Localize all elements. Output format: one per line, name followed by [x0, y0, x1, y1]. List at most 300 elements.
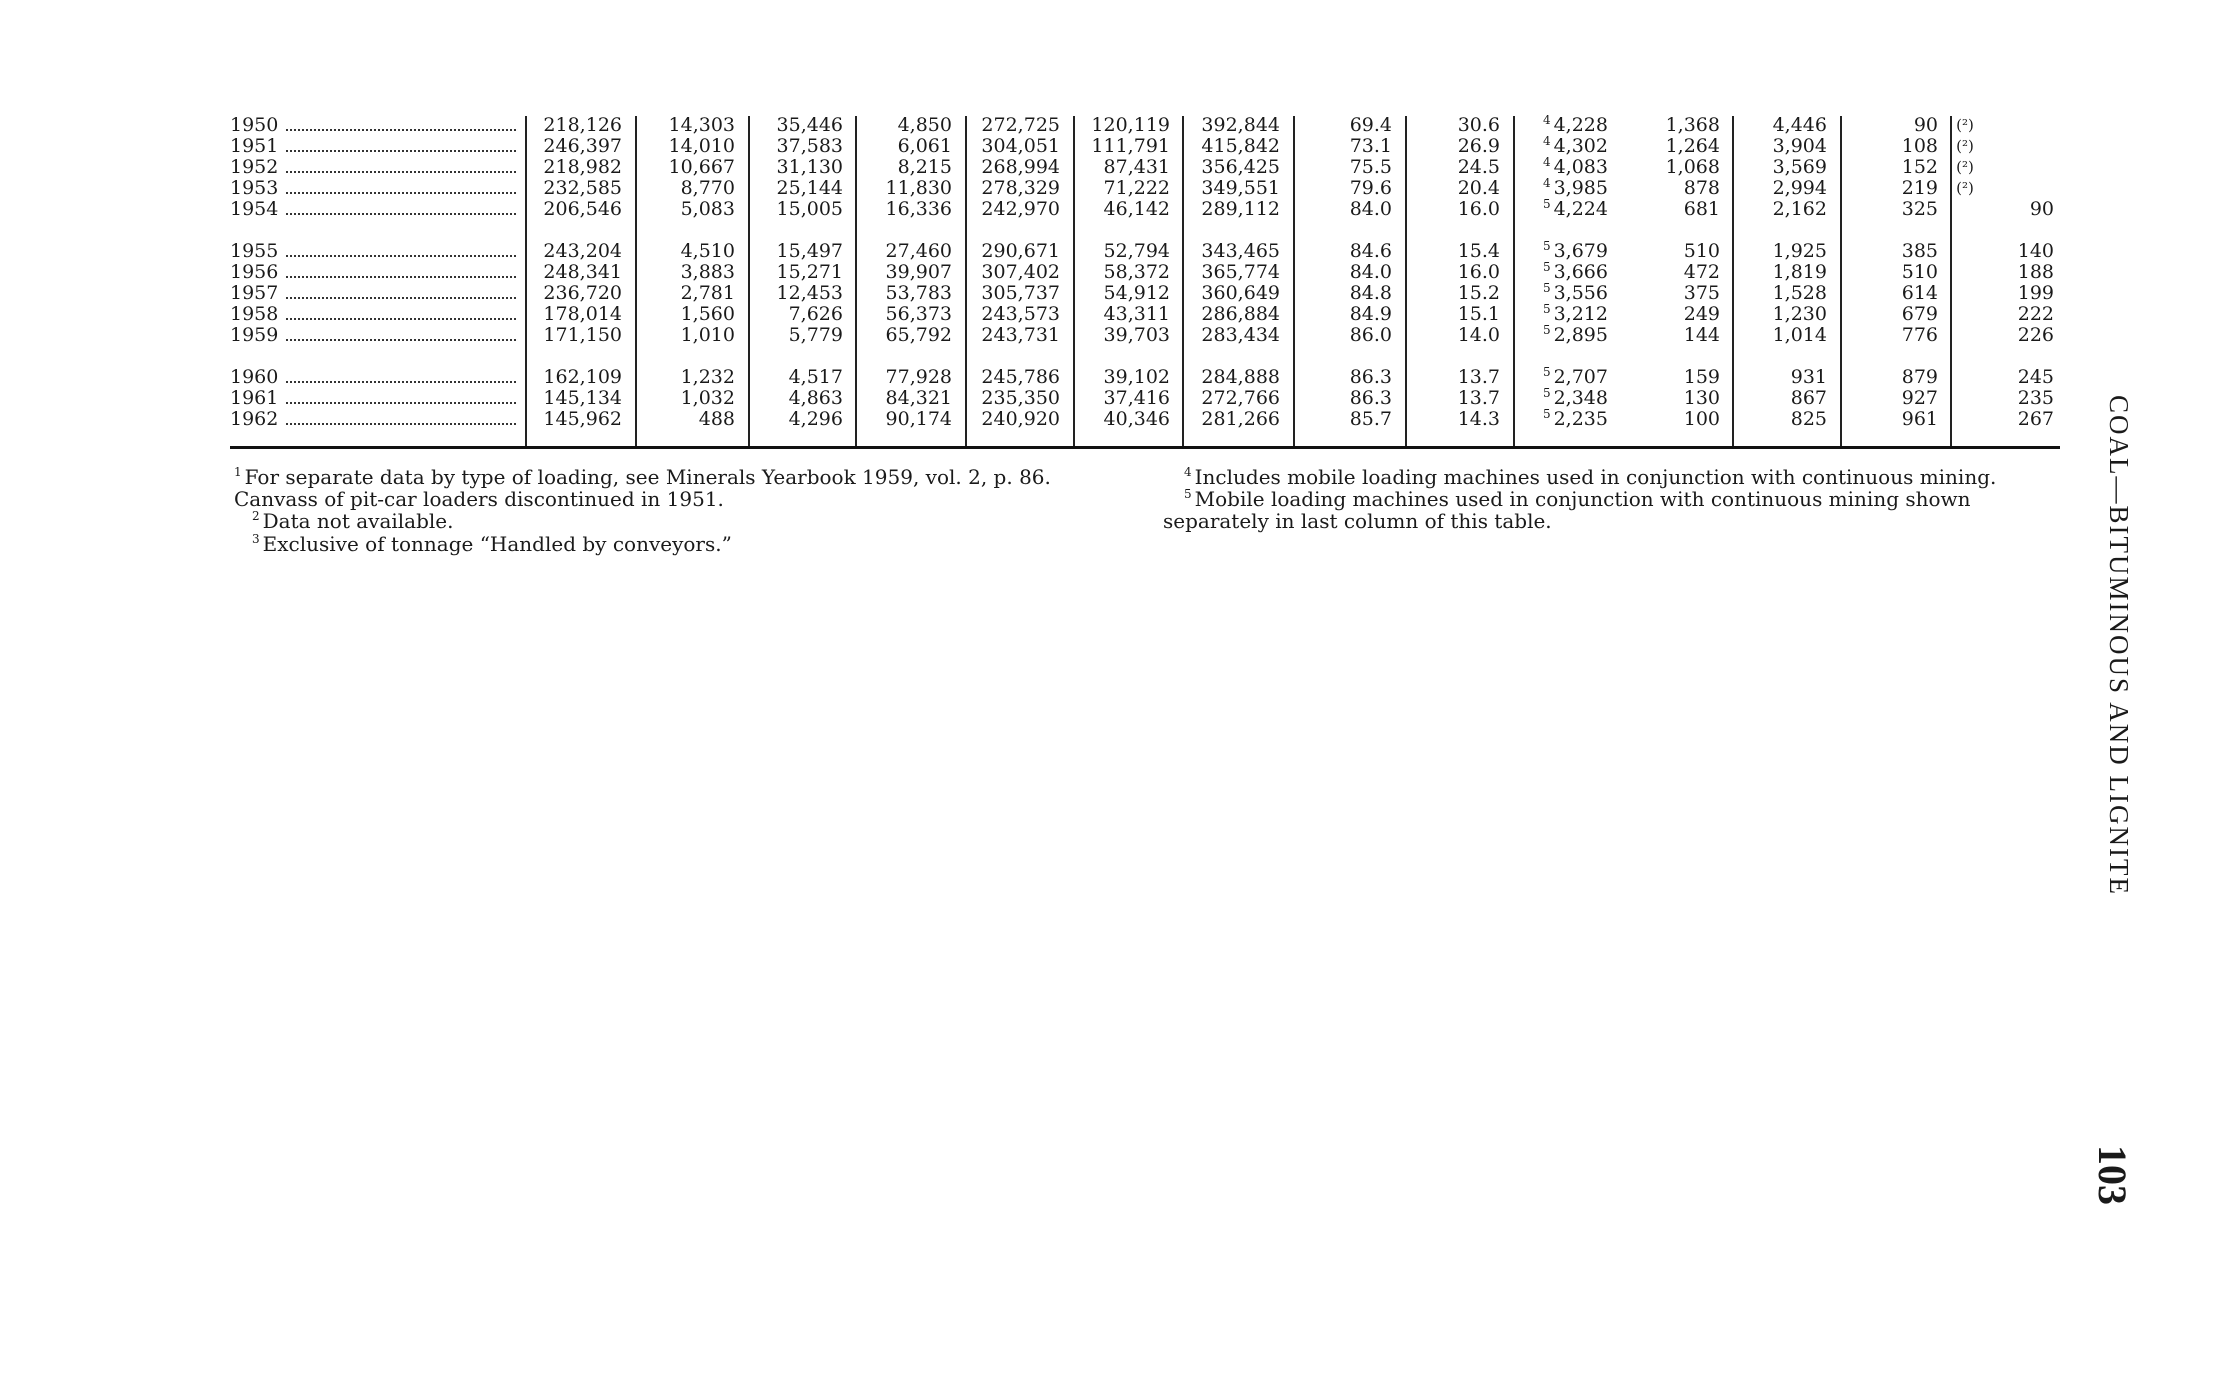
table-cell — [842, 240, 952, 262]
year-text: 1959 — [230, 324, 279, 346]
table-cell — [625, 177, 735, 199]
cell-value: 343,465 — [1201, 240, 1280, 262]
footnote-4: $^4$ Includes mobile loading machines used in conjunction with continuous mining. — [1184, 465, 1997, 489]
cell-value: 867 — [1790, 387, 1827, 409]
table-cell — [1717, 324, 1827, 346]
cell-value: 392,844 — [1201, 114, 1280, 136]
cell-value: 6,061 — [897, 135, 952, 157]
table-cell — [1610, 114, 1720, 136]
year-label — [230, 303, 520, 325]
table-cell — [1170, 366, 1280, 388]
cell-value: 1,819 — [1772, 261, 1827, 283]
footnote-1-continued: Canvass of pit-car loaders discontinued in 1951. — [234, 487, 724, 511]
table-row — [230, 177, 2060, 199]
table-cell — [1717, 408, 1827, 430]
cell-value: 3,679 — [1553, 240, 1608, 262]
table-cell — [1717, 387, 1827, 409]
cell-value: 39,907 — [885, 261, 952, 283]
table-cell — [733, 177, 843, 199]
page-number: 103 — [2090, 1145, 2135, 1205]
year-text: 1952 — [230, 156, 279, 178]
cell-value: 2,781 — [680, 282, 735, 304]
table-cell — [1060, 282, 1170, 304]
year-text: 1953 — [230, 177, 279, 199]
cell-value: 4,510 — [680, 240, 735, 262]
running-head: COAL—BITUMINOUS AND LIGNITE — [2104, 395, 2134, 896]
table-cell — [1828, 114, 1938, 136]
cell-value: 272,766 — [1201, 387, 1280, 409]
cell-value: 26.9 — [1457, 135, 1500, 157]
table-cell — [1828, 324, 1938, 346]
cell-value: 283,434 — [1201, 324, 1280, 346]
table-cell — [1282, 135, 1392, 157]
cell-value: 240,920 — [981, 408, 1060, 430]
table-cell — [1935, 177, 1995, 199]
table-cell — [1170, 303, 1280, 325]
cell-value: 349,551 — [1201, 177, 1280, 199]
cell-value: 2,994 — [1772, 177, 1827, 199]
table-cell — [1170, 135, 1280, 157]
cell-value: 4,228 — [1553, 114, 1608, 136]
cell-value: 130 — [1683, 387, 1720, 409]
cell-value: 219 — [1901, 177, 1938, 199]
cell-value: 13.7 — [1457, 387, 1500, 409]
table-cell — [1498, 198, 1608, 220]
cell-value: 3,883 — [680, 261, 735, 283]
cell-value: 927 — [1901, 387, 1938, 409]
table-cell — [1282, 303, 1392, 325]
table-cell — [1610, 177, 1720, 199]
table-cell — [950, 114, 1060, 136]
year-label — [230, 198, 520, 220]
table-cell — [1498, 324, 1608, 346]
table-cell — [1498, 387, 1608, 409]
footnote-ref: 4 — [1542, 154, 1551, 169]
table-cell — [842, 261, 952, 283]
cell-value: 931 — [1790, 366, 1827, 388]
table-cell — [950, 156, 1060, 178]
table-cell — [625, 366, 735, 388]
cell-value: 614 — [1901, 282, 1938, 304]
table-cell — [625, 324, 735, 346]
table-cell — [1060, 240, 1170, 262]
year-text: 1961 — [230, 387, 279, 409]
footnote-ref: 5 — [1542, 385, 1551, 400]
table-cell — [1610, 387, 1720, 409]
year-label — [230, 135, 520, 157]
cell-value: 1,230 — [1772, 303, 1827, 325]
cell-value: 40,346 — [1103, 408, 1170, 430]
table-cell — [1717, 135, 1827, 157]
cell-value: 152 — [1901, 156, 1938, 178]
cell-value: 4,517 — [788, 366, 843, 388]
table-cell — [1060, 261, 1170, 283]
cell-value: 1,560 — [680, 303, 735, 325]
table-cell — [625, 198, 735, 220]
table-cell — [1944, 282, 2054, 304]
cell-value: 218,982 — [543, 156, 622, 178]
table-cell — [1390, 408, 1500, 430]
table-row — [230, 156, 2060, 178]
cell-value: 87,431 — [1103, 156, 1170, 178]
cell-value: 8,215 — [897, 156, 952, 178]
cell-value: 43,311 — [1103, 303, 1170, 325]
cell-value: 510 — [1683, 240, 1720, 262]
footnote-ref: 5 — [1542, 301, 1551, 316]
cell-value: 222 — [2017, 303, 2054, 325]
table-cell — [1282, 408, 1392, 430]
table-cell — [1390, 114, 1500, 136]
table-row — [230, 261, 2060, 283]
cell-value: 199 — [2017, 282, 2054, 304]
cell-value: 4,446 — [1772, 114, 1827, 136]
footnote-ref: 5 — [1542, 364, 1551, 379]
cell-value: 2,707 — [1553, 366, 1608, 388]
table-cell — [512, 135, 622, 157]
table-cell — [842, 387, 952, 409]
cell-value: 15.4 — [1457, 240, 1500, 262]
table-cell — [1390, 261, 1500, 283]
table-cell — [1717, 177, 1827, 199]
table-cell — [625, 261, 735, 283]
table-cell — [1717, 261, 1827, 283]
table-cell — [1390, 240, 1500, 262]
table-cell — [1282, 282, 1392, 304]
table-cell — [1610, 366, 1720, 388]
cell-value: 1,010 — [680, 324, 735, 346]
footnote-ref: 5 — [1542, 259, 1551, 274]
cell-value: 365,774 — [1201, 261, 1280, 283]
table-cell — [512, 303, 622, 325]
table-cell — [1170, 408, 1280, 430]
cell-value: 52,794 — [1103, 240, 1170, 262]
table-cell — [512, 240, 622, 262]
cell-value: 4,302 — [1553, 135, 1608, 157]
table-row — [230, 387, 2060, 409]
table-cell — [1498, 114, 1608, 136]
table-cell — [1944, 366, 2054, 388]
table-cell — [1170, 198, 1280, 220]
cell-value: 226 — [2017, 324, 2054, 346]
cell-value: 4,863 — [788, 387, 843, 409]
cell-value: 236,720 — [543, 282, 622, 304]
table-cell — [1828, 282, 1938, 304]
table-cell — [1944, 240, 2054, 262]
table-cell — [512, 324, 622, 346]
table-cell — [1717, 240, 1827, 262]
footnote-ref: 4 — [1542, 112, 1551, 127]
cell-value: 56,373 — [885, 303, 952, 325]
table-cell — [1610, 135, 1720, 157]
cell-value: 267 — [2017, 408, 2054, 430]
table-cell — [1610, 198, 1720, 220]
table-cell — [1390, 282, 1500, 304]
cell-value: 243,731 — [981, 324, 1060, 346]
table-cell — [1390, 177, 1500, 199]
table-cell — [733, 198, 843, 220]
cell-value: (²) — [1956, 179, 1974, 197]
table-cell — [1282, 366, 1392, 388]
table-cell — [1170, 282, 1280, 304]
table-cell — [842, 156, 952, 178]
cell-value: 25,144 — [776, 177, 843, 199]
cell-value: 1,528 — [1772, 282, 1827, 304]
cell-value: 3,904 — [1772, 135, 1827, 157]
table-cell — [1828, 177, 1938, 199]
table-cell — [950, 177, 1060, 199]
table-cell — [1390, 303, 1500, 325]
table-cell — [1828, 408, 1938, 430]
table-cell — [1944, 303, 2054, 325]
table-row — [230, 303, 2060, 325]
table-cell — [733, 324, 843, 346]
table-cell — [950, 408, 1060, 430]
year-text: 1954 — [230, 198, 279, 220]
table-cell — [733, 135, 843, 157]
table-cell — [1282, 198, 1392, 220]
table-cell — [1282, 240, 1392, 262]
cell-value: 242,970 — [981, 198, 1060, 220]
table-cell — [1828, 156, 1938, 178]
year-text: 1960 — [230, 366, 279, 388]
cell-value: 1,925 — [1772, 240, 1827, 262]
cell-value: (²) — [1956, 137, 1974, 155]
year-text: 1962 — [230, 408, 279, 430]
table-cell — [1390, 135, 1500, 157]
footnote-ref: 4 — [1542, 175, 1551, 190]
footnote-ref: 5 — [1542, 238, 1551, 253]
cell-value: 90 — [1913, 114, 1938, 136]
year-label — [230, 261, 520, 283]
cell-value: 356,425 — [1201, 156, 1280, 178]
cell-value: 510 — [1901, 261, 1938, 283]
cell-value: 84.6 — [1349, 240, 1392, 262]
cell-value: 15,497 — [776, 240, 843, 262]
cell-value: 162,109 — [543, 366, 622, 388]
cell-value: 1,032 — [680, 387, 735, 409]
table-cell — [1390, 387, 1500, 409]
table-cell — [733, 240, 843, 262]
cell-value: 90 — [2029, 198, 2054, 220]
cell-value: 878 — [1683, 177, 1720, 199]
cell-value: 2,235 — [1553, 408, 1608, 430]
cell-value: 4,224 — [1553, 198, 1608, 220]
table-cell — [1610, 261, 1720, 283]
table-cell — [512, 156, 622, 178]
cell-value: 15.1 — [1457, 303, 1500, 325]
table-cell — [1717, 303, 1827, 325]
cell-value: 69.4 — [1349, 114, 1392, 136]
table-cell — [1060, 114, 1170, 136]
cell-value: 16,336 — [885, 198, 952, 220]
cell-value: 289,112 — [1201, 198, 1280, 220]
cell-value: 278,329 — [981, 177, 1060, 199]
footnote-ref: 5 — [1542, 406, 1551, 421]
table-cell — [1170, 114, 1280, 136]
cell-value: 3,985 — [1553, 177, 1608, 199]
table-cell — [1390, 366, 1500, 388]
table-cell — [1498, 282, 1608, 304]
table-cell — [512, 282, 622, 304]
table-cell — [950, 240, 1060, 262]
cell-value: 71,222 — [1103, 177, 1170, 199]
table-cell — [842, 366, 952, 388]
cell-value: 679 — [1901, 303, 1938, 325]
table-cell — [733, 303, 843, 325]
cell-value: 140 — [2017, 240, 2054, 262]
table-cell — [1060, 156, 1170, 178]
table-cell — [1717, 114, 1827, 136]
table-cell — [512, 261, 622, 283]
table-cell — [1060, 198, 1170, 220]
cell-value: 488 — [698, 408, 735, 430]
cell-value: 11,830 — [885, 177, 952, 199]
cell-value: 108 — [1901, 135, 1938, 157]
cell-value: 27,460 — [885, 240, 952, 262]
table-cell — [1828, 261, 1938, 283]
table-cell — [733, 366, 843, 388]
cell-value: 305,737 — [981, 282, 1060, 304]
cell-value: 53,783 — [885, 282, 952, 304]
cell-value: 1,014 — [1772, 324, 1827, 346]
cell-value: 46,142 — [1103, 198, 1170, 220]
cell-value: 171,150 — [543, 324, 622, 346]
table-cell — [1060, 303, 1170, 325]
table-cell — [950, 198, 1060, 220]
cell-value: 375 — [1683, 282, 1720, 304]
table-cell — [625, 387, 735, 409]
cell-value: 249 — [1683, 303, 1720, 325]
cell-value: 3,666 — [1553, 261, 1608, 283]
table-cell — [1498, 156, 1608, 178]
year-label — [230, 156, 520, 178]
data-table — [230, 110, 2060, 446]
cell-value: 84.8 — [1349, 282, 1392, 304]
cell-value: 304,051 — [981, 135, 1060, 157]
cell-value: 2,895 — [1553, 324, 1608, 346]
table-cell — [1282, 387, 1392, 409]
year-label — [230, 177, 520, 199]
year-text: 1951 — [230, 135, 279, 157]
cell-value: 37,583 — [776, 135, 843, 157]
cell-value: 39,102 — [1103, 366, 1170, 388]
table-cell — [1282, 324, 1392, 346]
table-cell — [1610, 408, 1720, 430]
table-cell — [1060, 387, 1170, 409]
table-cell — [1060, 135, 1170, 157]
cell-value: 1,068 — [1665, 156, 1720, 178]
table-cell — [842, 198, 952, 220]
table-cell — [1060, 177, 1170, 199]
cell-value: 1,232 — [680, 366, 735, 388]
table-cell — [1935, 156, 1995, 178]
table-cell — [842, 135, 952, 157]
cell-value: 268,994 — [981, 156, 1060, 178]
table-cell — [733, 282, 843, 304]
footnote-ref: 5 — [1542, 196, 1551, 211]
table-cell — [1828, 135, 1938, 157]
table-cell — [733, 114, 843, 136]
table-cell — [1498, 240, 1608, 262]
table-cell — [950, 135, 1060, 157]
table-cell — [1390, 324, 1500, 346]
cell-value: 4,850 — [897, 114, 952, 136]
table-row — [230, 282, 2060, 304]
cell-value: 825 — [1790, 408, 1827, 430]
cell-value: 188 — [2017, 261, 2054, 283]
year-label — [230, 366, 520, 388]
table-row — [230, 114, 2060, 136]
cell-value: 14.0 — [1457, 324, 1500, 346]
cell-value: 35,446 — [776, 114, 843, 136]
cell-value: 120,119 — [1091, 114, 1170, 136]
cell-value: 31,130 — [776, 156, 843, 178]
table-cell — [625, 135, 735, 157]
table-cell — [1282, 156, 1392, 178]
cell-value: 681 — [1683, 198, 1720, 220]
cell-value: 281,266 — [1201, 408, 1280, 430]
cell-value: 243,573 — [981, 303, 1060, 325]
table-cell — [1498, 408, 1608, 430]
table-cell — [1498, 366, 1608, 388]
table-cell — [1610, 240, 1720, 262]
table-cell — [1944, 324, 2054, 346]
table-cell — [1828, 366, 1938, 388]
table-cell — [1944, 198, 2054, 220]
table-cell — [1717, 156, 1827, 178]
cell-value: 272,725 — [981, 114, 1060, 136]
table-cell — [512, 408, 622, 430]
table-cell — [1717, 366, 1827, 388]
cell-value: 86.3 — [1349, 387, 1392, 409]
table-cell — [1498, 261, 1608, 283]
cell-value: 90,174 — [885, 408, 952, 430]
table-cell — [950, 261, 1060, 283]
table-cell — [1610, 282, 1720, 304]
table-cell — [1060, 408, 1170, 430]
table-cell — [950, 366, 1060, 388]
footnote-ref: 5 — [1542, 322, 1551, 337]
table-row — [230, 366, 2060, 388]
cell-value: 2,348 — [1553, 387, 1608, 409]
cell-value: 286,884 — [1201, 303, 1280, 325]
table-cell — [1282, 177, 1392, 199]
cell-value: 24.5 — [1457, 156, 1500, 178]
cell-value: 15,271 — [776, 261, 843, 283]
table-cell — [1170, 177, 1280, 199]
cell-value: 3,569 — [1772, 156, 1827, 178]
cell-value: 235 — [2017, 387, 2054, 409]
cell-value: 1,264 — [1665, 135, 1720, 157]
table-cell — [625, 156, 735, 178]
table-cell — [1170, 324, 1280, 346]
footnote-5-continued: separately in last column of this table. — [1163, 509, 1552, 533]
table-cell — [512, 387, 622, 409]
year-text: 1950 — [230, 114, 279, 136]
cell-value: 472 — [1683, 261, 1720, 283]
cell-value: 325 — [1901, 198, 1938, 220]
table-cell — [1498, 303, 1608, 325]
cell-value: 84.0 — [1349, 261, 1392, 283]
table-cell — [625, 303, 735, 325]
cell-value: 245 — [2017, 366, 2054, 388]
table-row — [230, 240, 2060, 262]
table-cell — [1170, 387, 1280, 409]
year-text: 1956 — [230, 261, 279, 283]
year-label — [230, 114, 520, 136]
cell-value: 16.0 — [1457, 198, 1500, 220]
footnote-5: $^5$ Mobile loading machines used in conjunction with continuous mining shown — [1184, 487, 1971, 511]
